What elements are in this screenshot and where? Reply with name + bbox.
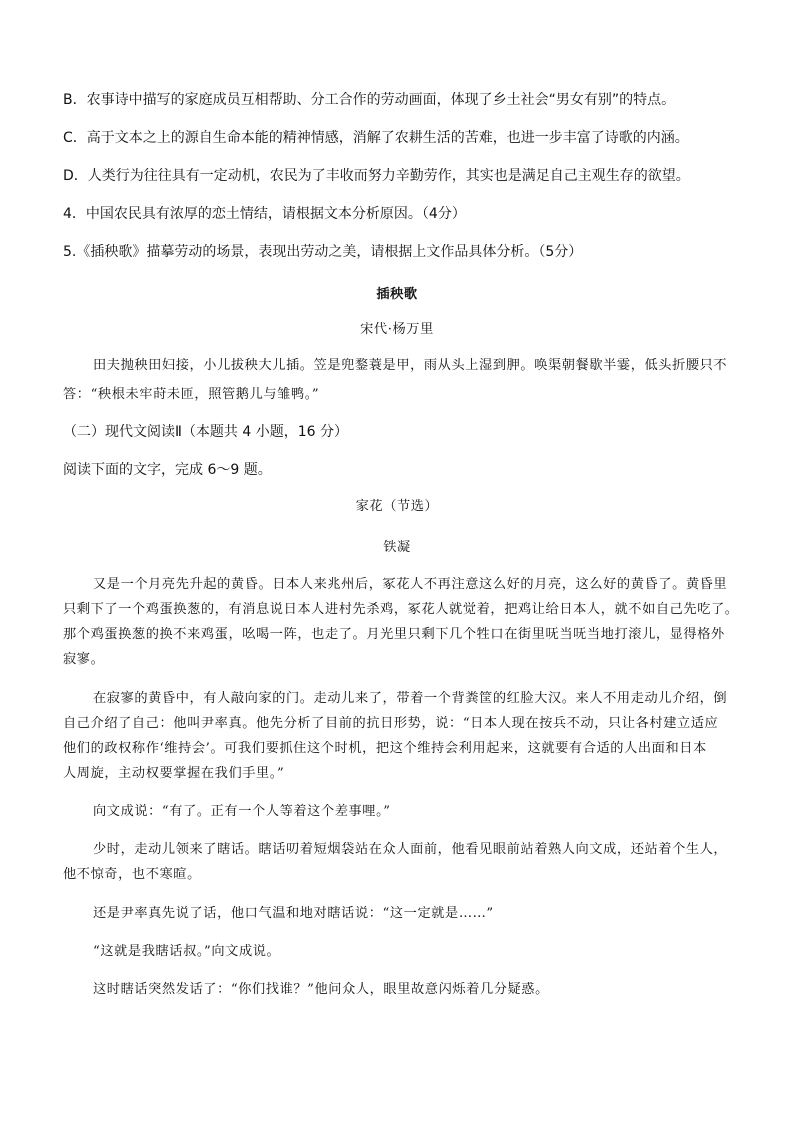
- poem-title: 插秧歌: [376, 287, 418, 302]
- question-5: 5.《插秧歌》描摹劳动的场景，表现出劳动之美，请根据上文作品具体分析。（5分）: [63, 244, 583, 260]
- paragraph-line: “这就是我瞎话叔。”向文成说。: [93, 944, 281, 959]
- paragraph-line: 少时，走动儿领来了瞎话。瞎话叨着短烟袋站在众人面前，他看见眼前站着熟人向文成，还站着个生人，: [93, 842, 728, 857]
- paragraph-line: 自己介绍了自己：他叫尹率真。他先分析了目前的抗日形势，说：“日本人现在按兵不动，只让各村建立适应: [63, 716, 719, 731]
- paragraph-line: 人周旋，主动权要掌握在我们手里。”: [63, 766, 285, 781]
- poem-line: 田夫抛秧田妇接，小儿拔秧大儿插。笠是兜鍪蓑是甲，雨从头上湿到胛。唤渠朝餐歇半霎，低头折腰只不: [93, 358, 728, 373]
- paragraph-line: 向文成说：“有了。正有一个人等着这个差事哩。”: [93, 804, 391, 819]
- option-b: B．农事诗中描写的家庭成员互相帮助、分工合作的劳动画面，体现了乡土社会“男女有别”的特点。: [63, 92, 676, 108]
- option-d: D．人类行为往往具有一定动机，农民为了丰收而努力辛勤劳作，其实也是满足自己主观生存的欲望。: [63, 168, 690, 184]
- paragraph-line: 他不惊奇，也不寒暄。: [63, 867, 201, 882]
- story-title: 家花（节选）: [355, 499, 439, 514]
- poem-line: 答：“秧根未牢莳未匝，照管鹅儿与雏鸭。”: [63, 387, 320, 402]
- paragraph-line: 在寂寥的黄昏中，有人敲向家的门。走动儿来了，带着一个背粪筐的红脸大汉。来人不用走动儿介绍，倒: [93, 691, 728, 706]
- poem-author: 宋代·杨万里: [360, 322, 434, 337]
- paragraph-line: 还是尹率真先说了话，他口气温和地对瞎话说：“这一定就是……”: [93, 906, 494, 921]
- question-4: 4．中国农民具有浓厚的恋土情结，请根据文本分析原因。（4分）: [63, 206, 466, 222]
- section-heading: （二）现代文阅读Ⅱ（本题共 4 小题，16 分）: [63, 424, 348, 440]
- paragraph-line: 他们的政权称作‘维持会’。可我们要抓住这个时机，把这个维持会利用起来，这就要有合适的人出面和日本: [63, 741, 707, 756]
- story-author: 铁凝: [383, 540, 411, 555]
- paragraph-line: 这时瞎话突然发话了：“你们找谁？”他问众人，眼里故意闪烁着几分疑惑。: [93, 982, 549, 997]
- paragraph-line: 又是一个月亮先升起的黄昏。日本人来兆州后，冢花人不再注意这么好的月亮，这么好的黄昏了。黄昏里: [93, 577, 728, 592]
- paragraph-line: 只剩下了一个鸡蛋换葱的，有消息说日本人进村先杀鸡，冢花人就觉着，把鸡让给日本人，就不如自己先吃了。: [63, 602, 739, 617]
- paragraph-line: 寂寥。: [63, 652, 105, 667]
- section-instruction: 阅读下面的文字，完成 6～9 题。: [63, 462, 272, 478]
- option-c: C．高于文本之上的源自生命本能的精神情感，消解了农耕生活的苦难，也进一步丰富了诗歌的内涵。: [63, 130, 689, 146]
- paragraph-line: 那个鸡蛋换葱的换不来鸡蛋，吆喝一阵，也走了。月光里只剩下几个牲口在街里呒当呒当地打滚儿，显得格外: [63, 627, 725, 642]
